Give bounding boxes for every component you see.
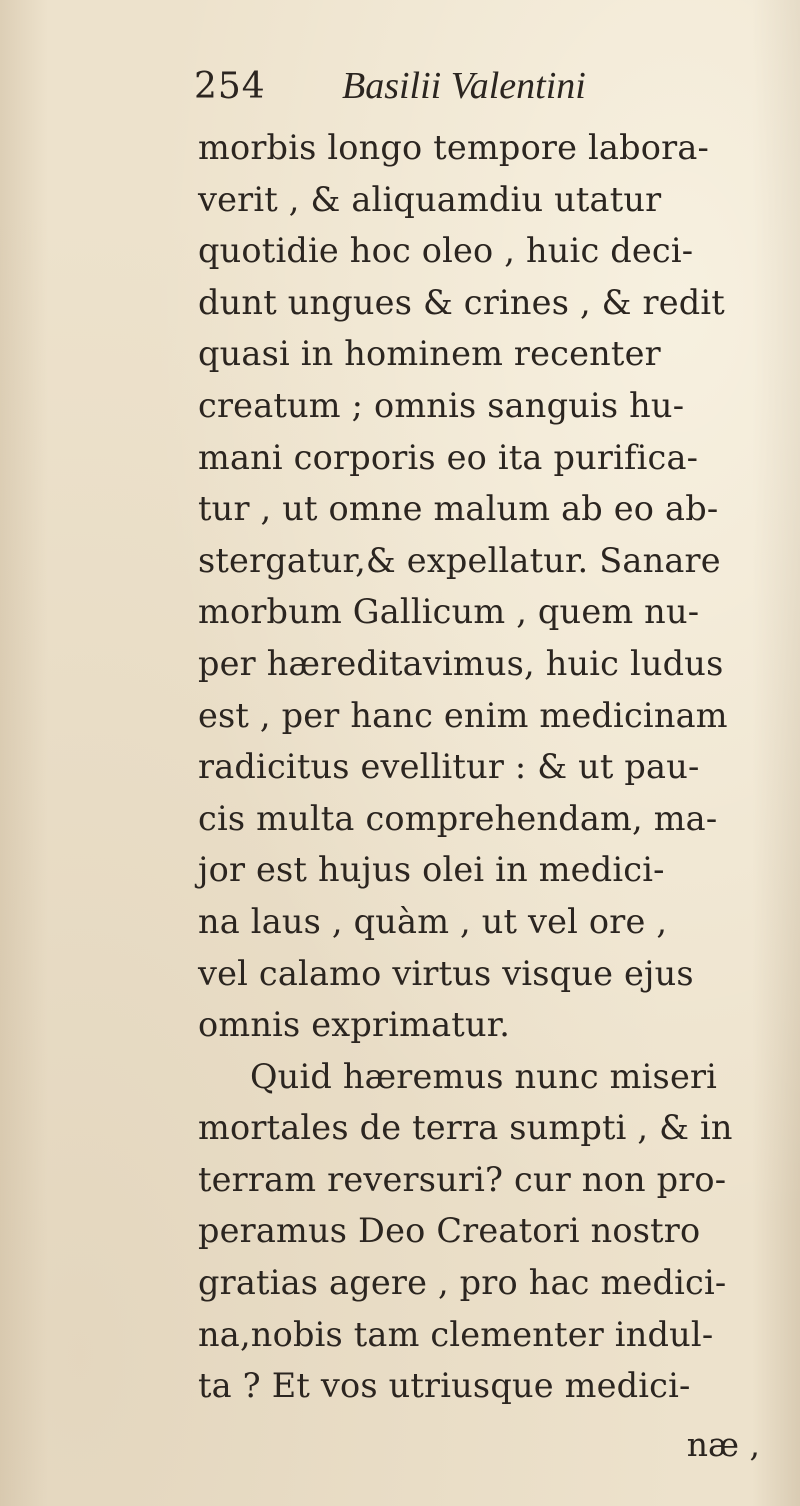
- body-text: [198, 122, 772, 1412]
- text-line: na,nobis tam clementer indul-: [198, 1314, 714, 1354]
- text-line: morbis longo tempore labora-: [198, 128, 710, 167]
- text-line: jor est hujus olei in medici-: [198, 850, 665, 890]
- page-header: [194, 66, 754, 112]
- text-line: tur , ut omne malum ab eo ab-: [198, 489, 719, 529]
- text-line: mortales de terra sumpti , & in: [198, 1108, 733, 1148]
- catchword: næ ,: [686, 1425, 760, 1464]
- text-line: creatum ; omnis sanguis hu-: [198, 385, 685, 425]
- text-line: per hæreditavimus, huic ludus: [198, 643, 724, 683]
- text-line: dunt ungues & crines , & redit: [198, 282, 725, 322]
- text-line: cis multa comprehendam, ma-: [198, 798, 718, 838]
- text-line: vel calamo virtus visque ejus: [198, 953, 694, 993]
- text-line: na laus , quàm , ut vel ore ,: [198, 901, 668, 941]
- text-line: ta ? Et vos utriusque medici-: [198, 1366, 691, 1406]
- text-line: verit , & aliquamdiu utatur: [198, 179, 662, 219]
- page-number: 254: [194, 66, 266, 107]
- running-head: Basilii Valentini: [342, 65, 586, 107]
- text-line: est , per hanc enim medicinam: [198, 695, 728, 735]
- text-line: stergatur,& expellatur. Sanare: [198, 540, 721, 580]
- text-line: terram reversuri? cur non pro-: [198, 1159, 727, 1199]
- text-line: quotidie hoc oleo , huic deci-: [198, 231, 694, 271]
- paragraph-start-line: Quid hæremus nunc miseri: [250, 1056, 718, 1096]
- text-line: peramus Deo Creatori nostro: [198, 1211, 701, 1251]
- text-line: mani corporis eo ita purifica-: [198, 437, 699, 477]
- text-line: morbum Gallicum , quem nu-: [198, 592, 700, 632]
- text-line: radicitus evellitur : & ut pau-: [198, 747, 700, 787]
- text-line: gratias agere , pro hac medici-: [198, 1263, 727, 1303]
- text-line: quasi in hominem recenter: [198, 334, 661, 374]
- text-line: omnis exprimatur.: [198, 1005, 511, 1045]
